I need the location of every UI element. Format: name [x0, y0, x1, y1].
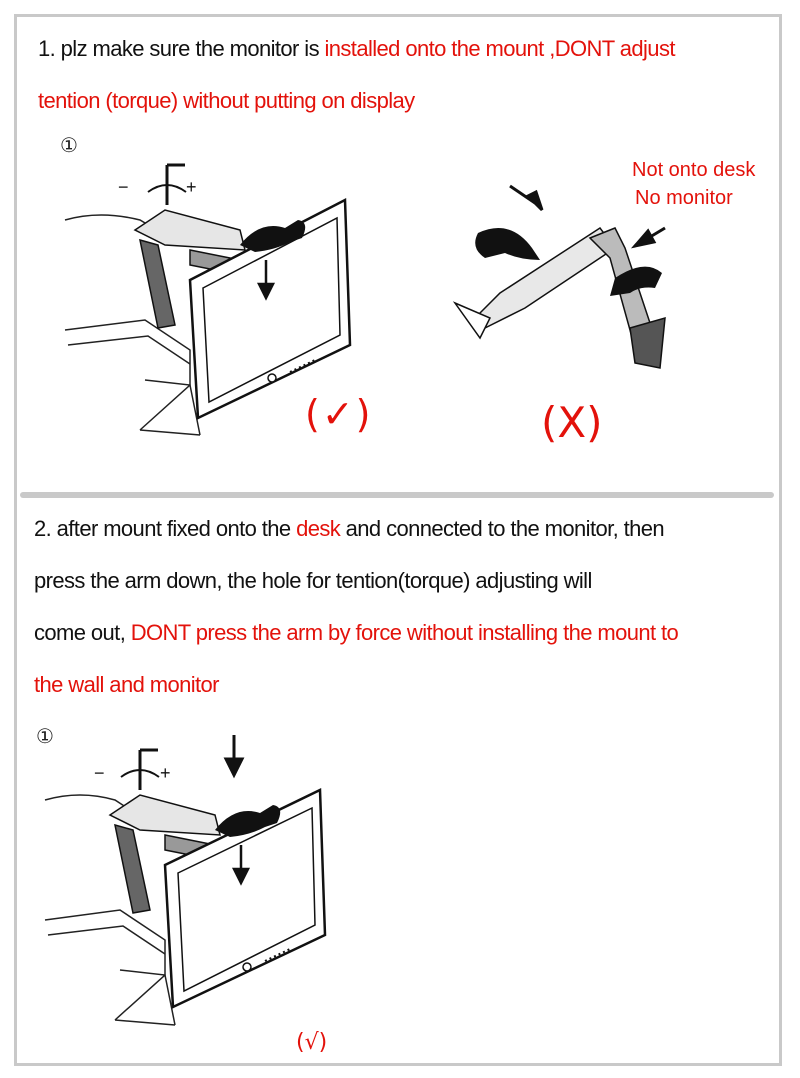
section2-line1-red: desk	[296, 516, 341, 541]
adjust-minus-label: −	[94, 763, 105, 783]
section-divider	[20, 492, 774, 498]
press-arrow-icon-right	[635, 228, 665, 246]
section2-correct-illustration	[20, 745, 340, 1045]
adjust-plus-label: +	[186, 177, 197, 197]
section2-step-number: ①	[36, 726, 54, 748]
hand-glove-icon-left	[475, 228, 540, 260]
section2-line1-black-after: and connected to the monitor, then	[340, 516, 665, 541]
section1-correct-mark: (✓)	[305, 392, 373, 436]
desk-illustration	[65, 215, 200, 435]
section1-line1	[38, 36, 675, 62]
adjust-minus-label: −	[118, 177, 129, 197]
wrong-note-line2: No monitor	[635, 187, 733, 209]
section1-line1-black: 1. plz make sure the monitor is	[38, 36, 325, 61]
section2-line1-black-before: 2. after mount fixed onto the	[34, 516, 297, 541]
wrong-note-line1: Not onto desk	[632, 159, 756, 181]
section2-line2-black: press the arm down, the hole for tention(torque) adjusting will	[34, 568, 592, 593]
allen-key-icon	[148, 165, 186, 205]
section1-line2-red: tention (torque) without putting on display	[38, 88, 415, 113]
section2-line1	[34, 516, 664, 542]
adjust-plus-label: +	[160, 763, 171, 783]
press-arrow-icon	[510, 186, 542, 210]
section1-line1-red: installed onto the mount ,DONT adjust	[324, 36, 675, 61]
section2-line3-red: DONT press the arm by force without installing the mount to	[130, 620, 679, 645]
section1-wrong-note	[632, 156, 755, 212]
section2-line2	[34, 568, 592, 594]
section1-step-number: ①	[60, 135, 78, 157]
section1-wrong-mark: (X)	[541, 398, 603, 447]
section2-line4	[34, 672, 219, 698]
section2-line3	[34, 620, 678, 646]
section2-line3-black: come out,	[34, 620, 131, 645]
section1-line2	[38, 88, 415, 114]
section2-line4-red: the wall and monitor	[34, 672, 219, 697]
allen-key-icon	[121, 750, 159, 790]
section2-correct-mark: (√)	[296, 1030, 328, 1055]
